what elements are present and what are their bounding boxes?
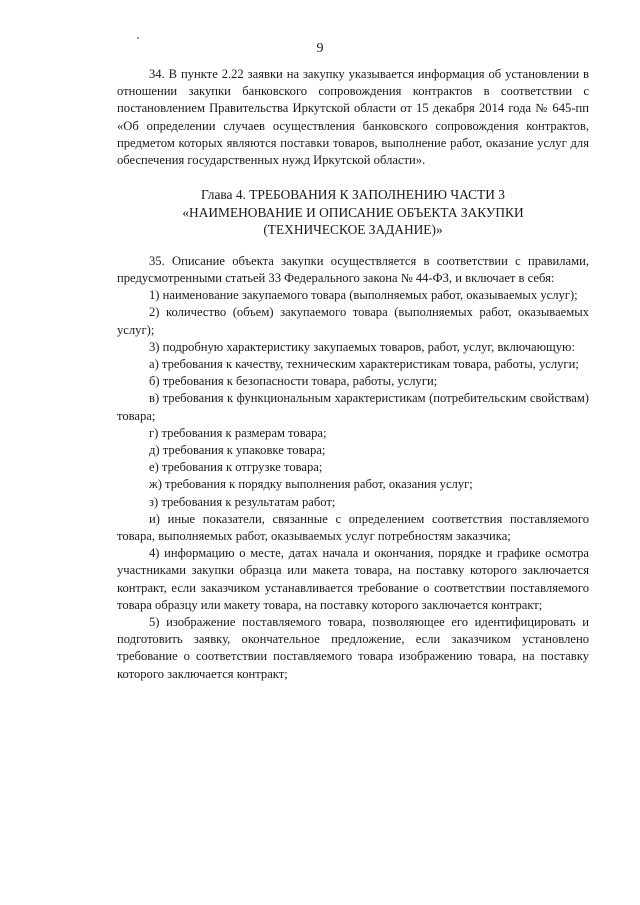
sub-item-i: и) иные показатели, связанные с определением соответствия поставляемого товара, выполняемых работ, оказываемых услуг потребностям заказчика; <box>117 511 589 543</box>
sub-item-d: д) требования к упаковке товара; <box>149 442 326 457</box>
list-item-4: 4) информацию о месте, датах начала и окончания, порядке и графике осмотра участниками закупки образца или макета товара, на поставку которого заключается контракт, если заказчиком устанавливается требование о соответствии поставляемого товара образцу или макету товара, на поставку которого заключается контракт; <box>117 546 589 612</box>
list-item-2: 2) количество (объем) закупаемого товара (выполняемых работ, оказываемых услуг); <box>117 305 589 337</box>
list-item-3: 3) подробную характеристику закупаемых товаров, работ, услуг, включающую: <box>149 339 575 354</box>
page-number: 9 <box>316 41 324 56</box>
chapter-heading <box>117 186 589 239</box>
page-content <box>117 66 589 683</box>
chapter-heading-line-3: (ТЕХНИЧЕСКОЕ ЗАДАНИЕ)» <box>263 222 443 238</box>
sub-item-z: з) требования к результатам работ; <box>149 494 336 509</box>
scan-artifact-dot <box>137 37 139 39</box>
chapter-heading-line-1: Глава 4. ТРЕБОВАНИЯ К ЗАПОЛНЕНИЮ ЧАСТИ 3 <box>201 187 505 203</box>
sub-item-e: е) требования к отгрузке товара; <box>149 460 323 475</box>
paragraph-35: 35. Описание объекта закупки осуществляется в соответствии с правилами, предусмотренными статьей 33 Федерального закона № 44-ФЗ, и включает в себя: <box>117 253 589 285</box>
sub-item-v: в) требования к функциональным характеристикам (потребительским свойствам) товара; <box>117 391 589 423</box>
sub-item-a: а) требования к качеству, техническим характеристикам товара, работы, услуги; <box>149 356 579 371</box>
list-item-5: 5) изображение поставляемого товара, позволяющее его идентифицировать и подготовить заявку, окончательное предложение, если заказчиком установлено требование о соответствии поставляемого товара изображению товара, на поставку которого заключается контракт; <box>117 614 589 681</box>
chapter-heading-line-2: «НАИМЕНОВАНИЕ И ОПИСАНИЕ ОБЪЕКТА ЗАКУПКИ <box>182 204 524 220</box>
list-item-1: 1) наименование закупаемого товара (выполняемых работ, оказываемых услуг); <box>149 288 578 303</box>
paragraph-34: 34. В пункте 2.22 заявки на закупку указывается информация об установлении в отношении закупки банковского сопровождения контрактов в соответствии с постановлением Правительства Иркутской области от 15 декабря 2014 года № 645-пп «Об определении случаев осуществления банковского сопровождения контрактов, предметом которых являются поставки товаров, выполнение работ, оказание услуг для обеспечения государственных нужд Иркутской области». <box>117 67 589 168</box>
sub-item-b: б) требования к безопасности товара, работы, услуги; <box>149 374 438 389</box>
sub-item-zh: ж) требования к порядку выполнения работ, оказания услуг; <box>149 477 473 492</box>
sub-item-g: г) требования к размерам товара; <box>149 425 327 440</box>
